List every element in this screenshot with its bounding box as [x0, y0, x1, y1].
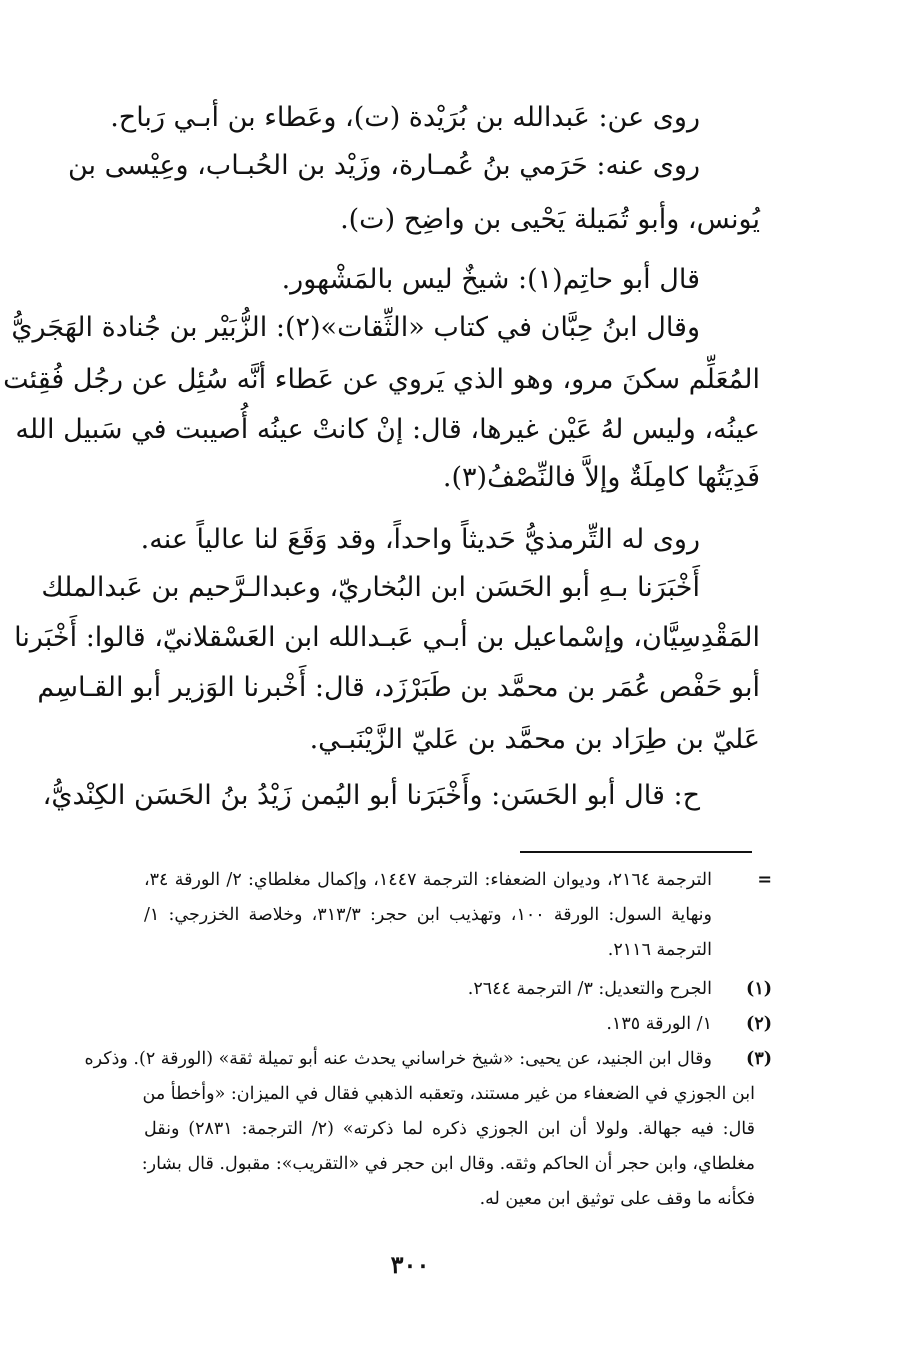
- body-line: فَدِيَتُها كامِلَةٌ وإلاَّ فالنِّصْفُ(٣).: [442, 462, 760, 493]
- footnote-line: الترجمة ٢١٦٤، وديوان الضعفاء: الترجمة ١٤٤٧، وإكمال مغلطاي: ٢/ الورقة ٣٤،: [144, 870, 712, 890]
- body-line: ح: قال أبو الحَسَن: وأَخْبَرَنا أبو اليُمن زَيْدُ بنُ الحَسَن الكِنْديُّ،: [42, 780, 700, 811]
- body-line: المَقْدِسِيَّان، وإسْماعيل بن أبـي عَبـدالله ابن العَسْقلانيّ، قالوا: أَخْبَرنا: [14, 622, 760, 653]
- footnote-mark: (٣): [746, 1049, 772, 1069]
- footnote-mark: (١): [746, 979, 772, 999]
- body-line: أبو حَفْص عُمَر بن محمَّد بن طَبَرْزَد، قال: أَخْبرنا الوَزير أبو القـاسِم: [37, 672, 760, 703]
- footnote-line: الترجمة ٢١١٦.: [607, 940, 712, 960]
- footnote-line: الجرح والتعديل: ٣/ الترجمة ٢٦٤٤.: [467, 979, 712, 999]
- body-line: أَخْبَرَنا بـهِ أبو الحَسَن ابن البُخاريّ، وعبدالـرَّحيم بن عَبدالملك: [41, 572, 700, 603]
- body-line: قال أبو حاتِم(١): شيخٌ ليس بالمَشْهور.: [281, 264, 700, 295]
- body-line: عَليّ بن طِرَاد بن محمَّد بن عَليّ الزَّيْنَبـي.: [309, 724, 760, 755]
- body-line: روى له التِّرمذيُّ حَديثاً واحداً، وقد وَقَعَ لنا عالياً عنه.: [140, 524, 700, 555]
- body-line: وقال ابنُ حِبَّان في كتاب «الثِّقات»(٢): الزُّبَيْر بن جُنادة الهَجَريُّ: [11, 312, 700, 343]
- footnote-line: ونهاية السول: الورقة ١٠٠، وتهذيب ابن حجر: ٣١٣/٣، وخلاصة الخزرجي: ١/: [144, 905, 713, 925]
- body-line: عينُه، وليس لهُ عَيْن غيرها، قال: إنْ كانتْ عينُه أُصيبت في سَبيل الله: [15, 414, 760, 445]
- footnote-line: وقال ابن الجنيد، عن يحيى: «شيخ خراساني يحدث عنه أبو تميلة ثقة» (الورقة ٢). وذكره: [84, 1049, 712, 1069]
- footnote-mark: (٢): [746, 1014, 772, 1034]
- footnote-line: قال: فيه جهالة. ولولا أن ابن الجوزي ذكره لما ذكرته» (٢/ الترجمة: ٢٨٣١) ونقل: [144, 1119, 755, 1139]
- footnote-line: مغلطاي، وابن حجر أن الحاكم وثقه. وقال ابن حجر في «التقريب»: مقبول. قال بشار:: [141, 1154, 755, 1174]
- footnote-mark: =: [757, 870, 772, 890]
- footnote-line: ١/ الورقة ١٣٥.: [606, 1014, 712, 1034]
- body-line: يُونس، وأبو تُمَيلة يَحْيى بن واضِح (ت).: [340, 204, 760, 235]
- footnote-line: فكأنه ما وقف على توثيق ابن معين له.: [479, 1189, 755, 1209]
- body-line: المُعَلِّم سكنَ مرو، وهو الذي يَروي عن عَطاء أنَّه سُئِل عن رجُل فُقِئت: [3, 364, 760, 395]
- footnote-separator: [520, 851, 752, 853]
- footnote-line: ابن الجوزي في الضعفاء من غير مستند، وتعقبه الذهبي فقال في الميزان: «وأخطأ من: [142, 1084, 755, 1104]
- page-number: ٣٠٠: [390, 1250, 430, 1279]
- body-line: روى عنه: حَرَمي بنُ عُمـارة، وزَيْد بن الحُبـاب، وعِيْسى بن: [67, 150, 700, 181]
- body-line: روى عن: عَبدالله بن بُرَيْدة (ت)، وعَطاء بن أبـي رَباح.: [110, 102, 700, 133]
